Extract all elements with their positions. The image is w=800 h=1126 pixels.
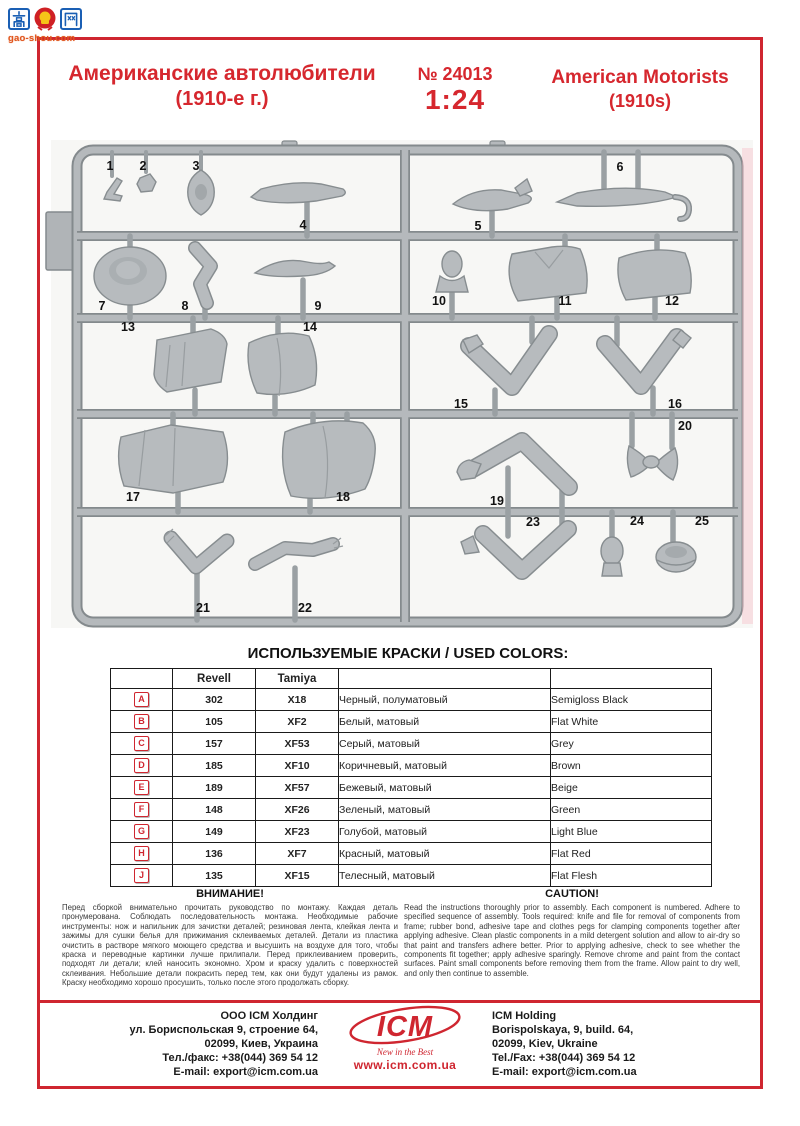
part-number-label: 9 — [314, 299, 322, 313]
table-row: E 189 XF57 Бежевый, матовый Beige — [111, 777, 712, 799]
icm-logo-text: ICM — [376, 1011, 434, 1043]
part-number-label: 12 — [665, 294, 679, 308]
icm-logo-tagline: New in the Best — [376, 1047, 434, 1057]
color-code-badge: D — [134, 758, 149, 773]
part-number-label: 2 — [139, 159, 147, 173]
icm-logo-block — [345, 1004, 465, 1072]
part-number-label: 14 — [303, 320, 317, 334]
part-24-head — [601, 537, 623, 565]
kit-info — [405, 64, 505, 116]
part-number-label: 20 — [678, 419, 692, 433]
part-number-label: 21 — [196, 601, 210, 615]
address-russian — [60, 1009, 318, 1079]
address-line: Тел./факс: +38(044) 369 54 12 — [162, 1052, 318, 1064]
attention-body: Перед сборкой внимательно прочитать руководство по монтажу. Каждая деталь пронумерована. Соблюдать последовательность монтажа. Необходимые рабочие инструменты: нож и напильник для зачистки деталей; резиновая лента, клейкая лента и зажимы для сушки белья для прижимания склеиваемых деталей. Детали из пластика очистить в растворе мягкого моющего средства и высушить на воздухе для того, чтобы краска и переводные картинки лучше прилипали. Перед приклеиванием проверить, подходят ли детали; клей наносить экономно. Хром и краску удалить с поверхностей склеивания. Небольшие детали покрасить перед тем, как они будут удалены из рамок. Краску необходимо хорошо просушить, только после этого продолжать сборку. — [62, 903, 398, 988]
header-revell: Revell — [173, 669, 256, 689]
address-line: ICM Holding — [492, 1010, 557, 1022]
colors-table-title: ИСПОЛЬЗУЕМЫЕ КРАСКИ / USED COLORS: — [247, 645, 569, 662]
caution-body: Read the instructions thoroughly prior to assembly. Each component is numbered. Adhere to specified sequence of assembly. Tools required: knife and file for removal of components from frame; rubber bond, adhesive tape and clothes pegs for clamping components together after applying adhesive. Clean plastic components in a mild detergent solution and allow to air-dry so that paint and transfers adhere better. Prior to applying adhesive, check to see whether the components fit together; apply adhesive sparingly. Remove chrome and paint from the contact surfaces. Paint small components before removing them from the frame. Allow paint to dry well, and only then continue to assemble. — [404, 903, 740, 978]
color-code-badge: C — [134, 736, 149, 751]
color-code-badge: B — [134, 714, 149, 729]
color-code-badge: A — [134, 692, 149, 707]
address-line: ул. Бориспольская 9, строение 64, — [129, 1024, 318, 1036]
part-number-label: 8 — [181, 299, 189, 313]
table-row: J 135 XF15 Телесный, матовый Flat Flesh — [111, 865, 712, 887]
address-english — [492, 1009, 742, 1079]
part-10-bust — [442, 251, 462, 277]
email-russian: E-mail: export@icm.com.ua — [173, 1066, 318, 1078]
part-number-label: 25 — [695, 514, 709, 528]
part-number-label: 22 — [298, 601, 312, 615]
part-18-torso — [283, 421, 376, 498]
part-number-label: 6 — [616, 160, 624, 174]
title-russian-line1: Американские автолюбители — [68, 62, 376, 85]
address-line: Borispolskaya, 9, build. 64, — [492, 1024, 634, 1036]
part-number-label: 10 — [432, 294, 446, 308]
part-number-label: 7 — [98, 299, 106, 313]
address-line: ООО ICM Холдинг — [220, 1010, 318, 1022]
title-english-line1: American Motorists — [551, 67, 729, 88]
part-number-label: 5 — [474, 219, 482, 233]
kit-scale: 1:24 — [424, 84, 486, 115]
sprue-photo-illustration — [45, 140, 757, 632]
watermark-logo — [8, 6, 94, 44]
watermark-emblem-icon — [32, 6, 58, 32]
part-number-label: 17 — [126, 490, 140, 504]
hanzi-gao-icon — [11, 11, 27, 27]
part-number-label: 13 — [121, 320, 135, 334]
header-letter — [111, 669, 173, 689]
watermark-domain: gao-shou.com — [8, 33, 76, 44]
part-12-torso — [618, 250, 691, 300]
caution-section — [404, 888, 740, 978]
icm-website: www.icm.com.ua — [353, 1058, 457, 1072]
part-number-label: 23 — [526, 515, 540, 529]
icm-logo-icon — [345, 1004, 465, 1048]
table-row: H 136 XF7 Красный, матовый Flat Red — [111, 843, 712, 865]
caution-heading: CAUTION! — [545, 888, 599, 900]
header-tamiya: Tamiya — [256, 669, 339, 689]
color-code-badge: H — [134, 846, 149, 861]
part-number-label: 1 — [106, 159, 114, 173]
table-row: C 157 XF53 Серый, матовый Grey — [111, 733, 712, 755]
part-11-vest — [509, 246, 587, 301]
hanzi-wang-icon — [63, 11, 79, 27]
part-number-label: 15 — [454, 397, 468, 411]
sprue-diagram — [45, 140, 757, 632]
table-row: B 105 XF2 Белый, матовый Flat White — [111, 711, 712, 733]
used-colors-table — [110, 668, 712, 887]
attention-section — [62, 888, 398, 988]
header-name-ru — [339, 669, 551, 689]
part-number-label: 11 — [558, 294, 572, 308]
part-number-label: 4 — [299, 218, 307, 232]
title-english-line2: (1910s) — [608, 91, 672, 111]
title-russian — [54, 62, 390, 112]
part-number-label: 24 — [630, 514, 644, 528]
part-14-torso — [248, 333, 317, 394]
address-line: 02099, Киев, Украина — [204, 1038, 318, 1050]
watermark-char-left-box — [8, 8, 30, 30]
kit-number: № 24013 — [417, 64, 493, 84]
color-code-badge: F — [134, 802, 149, 817]
title-russian-line2: (1910-е г.) — [175, 88, 269, 110]
watermark-char-right-box — [60, 8, 82, 30]
color-code-badge: E — [134, 780, 149, 795]
title-english — [528, 66, 752, 113]
table-row: D 185 XF10 Коричневый, матовый Brown — [111, 755, 712, 777]
part-number-label: 19 — [490, 494, 504, 508]
part-number-label: 3 — [192, 159, 200, 173]
color-code-badge: J — [134, 868, 149, 883]
email-english: E-mail: export@icm.com.ua — [492, 1066, 637, 1078]
part-13 — [154, 329, 227, 392]
color-code-badge: G — [134, 824, 149, 839]
table-header-row — [111, 669, 712, 689]
table-row: F 148 XF26 Зеленый, матовый Green — [111, 799, 712, 821]
address-line: 02099, Kiev, Ukraine — [492, 1038, 598, 1050]
part-number-label: 16 — [668, 397, 682, 411]
table-row: A 302 X18 Черный, полуматовый Semigloss Black — [111, 689, 712, 711]
table-row: G 149 XF23 Голубой, матовый Light Blue — [111, 821, 712, 843]
address-line: Tel./Fax: +38(044) 369 54 12 — [492, 1052, 636, 1064]
footer-divider — [37, 1000, 763, 1003]
part-number-label: 18 — [336, 490, 350, 504]
attention-heading: ВНИМАНИЕ! — [196, 888, 264, 900]
header-name-en — [551, 669, 712, 689]
scan-artifact — [742, 148, 753, 624]
